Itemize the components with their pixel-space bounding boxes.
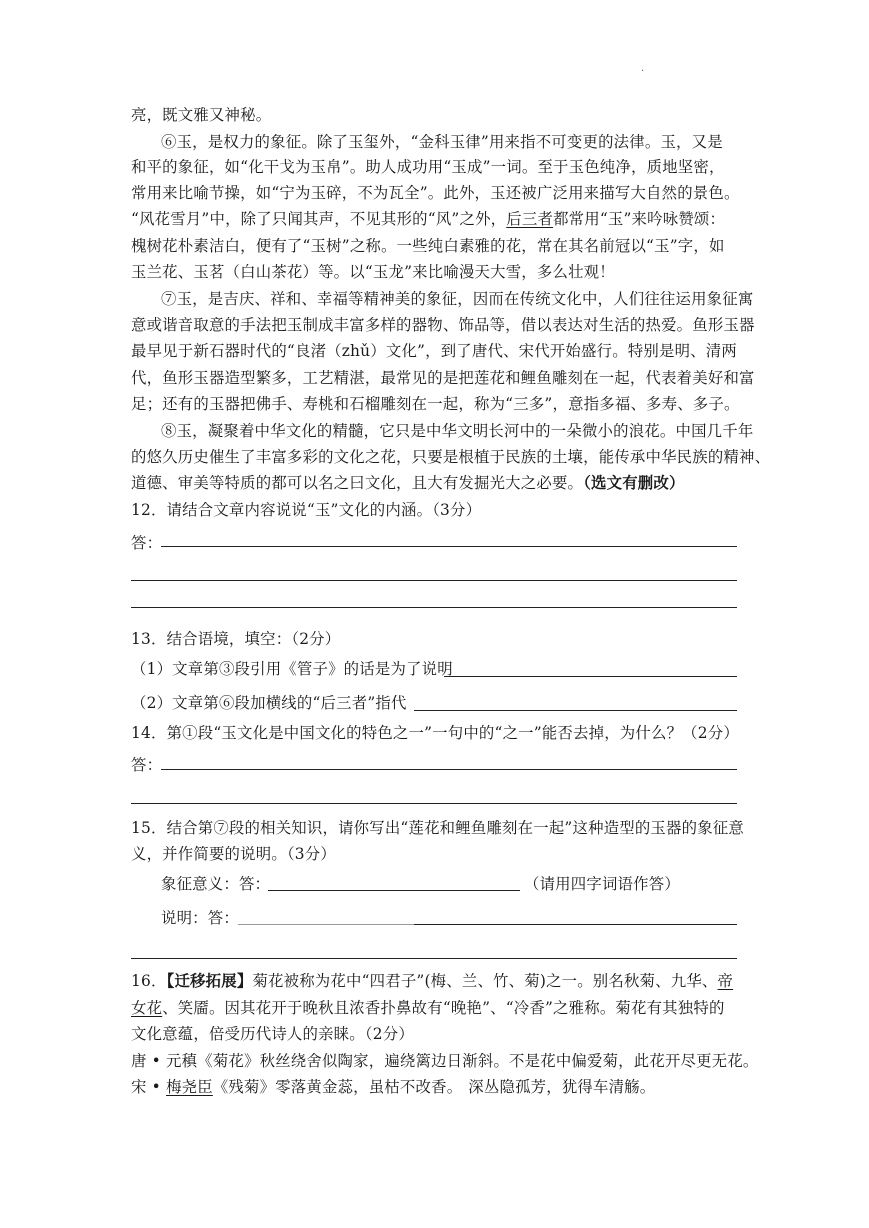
q16-line1 [131, 970, 737, 992]
q15-meaning-label: 象征意义：答： [161, 875, 271, 893]
q15-meaning-answer-line[interactable] [268, 890, 520, 891]
poem2-text: 《残菊》零落黄金蕊，虽枯不改香。 [212, 1078, 463, 1096]
para6-line2: 和平的象征，如“化干戈为玉帛”。助人成功用“玉成”一词。至于玉色纯净，质地坚密， [131, 158, 725, 176]
para6-line4 [131, 208, 737, 230]
para7-line2: 意或谐音取意的手法把玉制成丰富多样的器物、饰品等，借以表达对生活的热爱。鱼形玉器 [131, 316, 755, 334]
poem-yuanzhen: 唐 • 元稹《菊花》秋丝绕舍似陶家，遍绕篱边日渐斜。不是花中偏爱菊，此花开尽更无花。 [131, 1052, 759, 1070]
q12-answer-line-1[interactable] [161, 546, 737, 547]
q15-explain-answer-line-b[interactable] [414, 924, 737, 925]
header-dot-mark: · [641, 66, 645, 77]
para7-line1: ⑦玉，是吉庆、祥和、幸福等精神美的象征，因而在传统文化中，人们往往运用象征寓 [161, 290, 754, 308]
q15-line2: 义，并作简要的说明。（3分） [131, 845, 336, 863]
q16-line2-text: 、笑靥。因其花开于晚秋且浓香扑鼻故有“晚艳”、“冷香”之雅称。菊花有其独特的 [162, 999, 725, 1017]
q16-line3: 文化意蕴，倍受历代诗人的亲睐。（2分） [131, 1025, 414, 1043]
para8-line3 [131, 472, 737, 494]
para6-line6: 玉兰花、玉茗（白山茶花）等。以“玉龙”来比喻漫天大雪，多么壮观！ [131, 263, 615, 281]
q14-answer-line-1[interactable] [161, 769, 737, 770]
q16-line1-text: 菊花被称为花中“四君子”(梅、兰、竹、菊)之一。别名秋菊、九华、 [252, 972, 718, 990]
poem2-tail: 深丛隐孤芳，犹得车清觞。 [468, 1078, 656, 1096]
para6-line5: 槐树花朴素洁白，便有了“玉树”之称。一些纯白素雅的花，常在其名前冠以“玉”字，如 [131, 237, 725, 255]
q14-answer-label: 答： [131, 756, 163, 774]
para7-line3: 最早见于新石器时代的“良渚（zhǔ）文化”，到了唐代、宋代开始盛行。特别是明、清两 [131, 342, 737, 360]
q13-part2: （2）文章第⑥段加横线的“后三者”指代 [131, 694, 407, 712]
poem2-dynasty: 宋 • [131, 1078, 167, 1096]
q15-explain-answer-line-2[interactable] [131, 958, 737, 959]
q15-explain-label: 说明：答： [161, 909, 239, 927]
para6-line1: ⑥玉，是权力的象征。除了玉玺外，“金科玉律”用来指不可变更的法律。玉，又是 [161, 133, 723, 151]
q13-stem: 13．结合语境，填空：（2分） [131, 630, 341, 648]
para8-line3-text: 道德、审美等特质的都可以名之曰文化，且大有发掘光大之必要。 [131, 474, 584, 492]
poem-meiyaochen [131, 1076, 737, 1098]
poet-name-meiyaochen: 梅尧臣 [166, 1078, 213, 1096]
q15-line1: 15．结合第⑦段的相关知识，请你写出“莲花和鲤鱼雕刻在一起”这种造型的玉器的象征意 [131, 819, 744, 837]
para7-line5: 足；还有的玉器把佛手、寿桃和石榴雕刻在一起，称为“三多”，意指多福、多寿、多子。 [131, 395, 740, 413]
q16-tag: 【迁移拓展】 [166, 972, 253, 990]
para6-line3: 常用来比喻节操，如“宁为玉碎，不为瓦全”。此外，玉还被广泛用来描写大自然的景色。 [131, 184, 740, 202]
q16-line2 [131, 997, 737, 1019]
q16-underlined-di: 帝 [717, 972, 734, 990]
underlined-phrase-houzhe: 后三者 [506, 210, 554, 228]
para5-tail: 亮，既文雅又神秘。 [131, 106, 272, 124]
q15-meaning-hint: （请用四字词语作答） [524, 875, 680, 893]
q12-answer-line-3[interactable] [131, 607, 737, 608]
para8-line1: ⑧玉，凝聚着中华文化的精髓，它只是中华文明长河中的一朵微小的浪花。中国几千年 [161, 422, 754, 440]
para7-line4: 代，鱼形玉器造型繁多，工艺精湛，最常见的是把莲花和鲤鱼雕刻在一起，代表着美好和富 [131, 369, 755, 387]
q16-number: 16． [131, 972, 167, 990]
q14-answer-line-2[interactable] [131, 803, 737, 804]
q13-part2-answer-line[interactable] [414, 710, 737, 711]
q12-answer-line-2[interactable] [131, 580, 737, 581]
q12-answer-label: 答： [131, 534, 163, 552]
q15-explain-answer-line-a[interactable] [238, 924, 414, 925]
para8-line2: 的悠久历史催生了丰富多彩的文化之花，只要是根植于民族的土壤，能传承中华民族的精神、 [131, 448, 771, 466]
q13-part1-answer-line[interactable] [444, 676, 737, 677]
q12-stem: 12．请结合文章内容说说“玉”文化的内涵。（3分） [131, 501, 482, 519]
para6-line4-pre: “风花雪月”中，除了只闻其声，不见其形的“风”之外， [131, 210, 507, 228]
q16-underlined-nvhua: 女花 [131, 999, 163, 1017]
para6-line4-post: 都常用“玉”来吟咏赞颂： [553, 210, 726, 228]
q13-part1: （1）文章第③段引用《管子》的话是为了说明 [131, 660, 453, 678]
source-note: （选文有删改） [583, 474, 685, 492]
q14-stem: 14．第①段“玉文化是中国文化的特色之一”一句中的“之一”能否去掉，为什么？（2分） [131, 724, 739, 742]
